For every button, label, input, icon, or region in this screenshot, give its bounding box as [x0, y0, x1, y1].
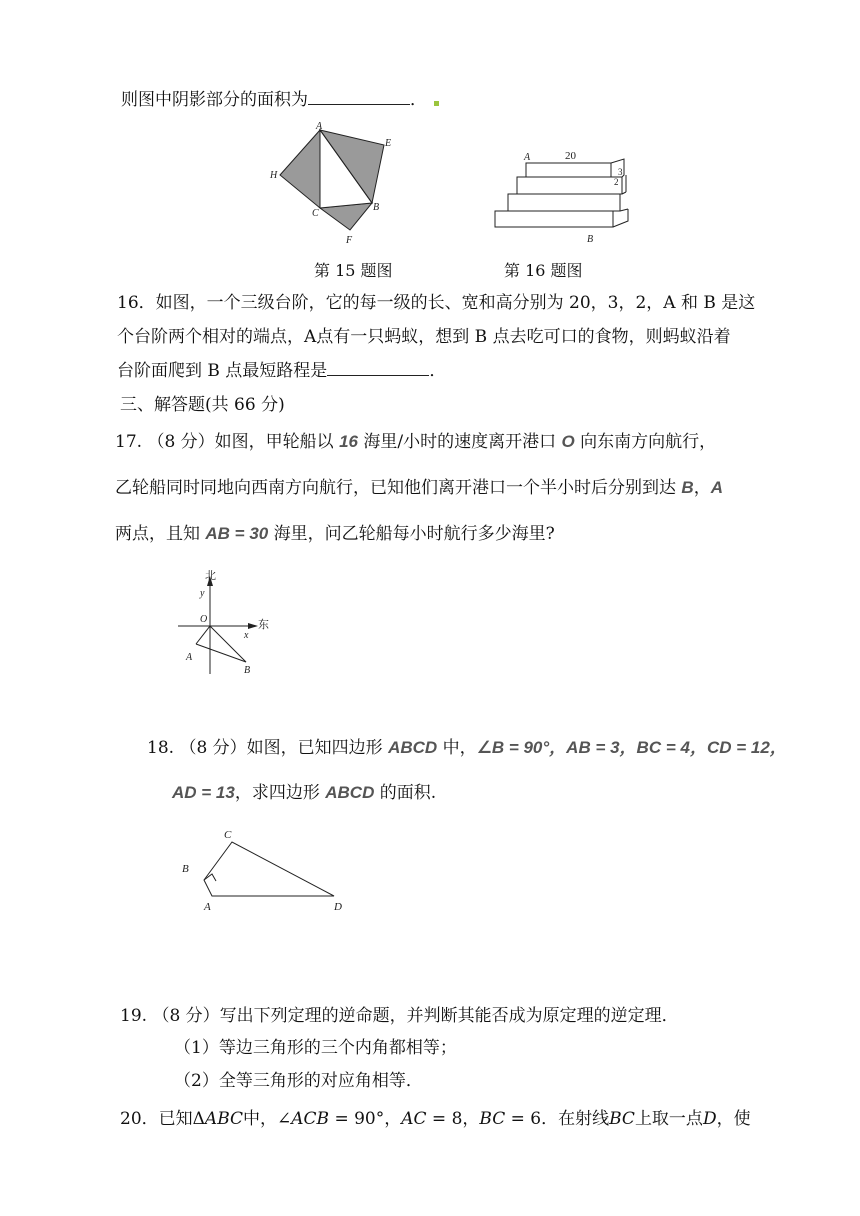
figure-18: [176, 826, 356, 916]
q16-end: ．: [429, 361, 447, 381]
q16-line-1: 16．如图，一个三级台阶，它的每一级的长、宽和高分别为 20，3，2，A 和 B 是这: [117, 293, 756, 313]
q20-t1: 20．已知Δ: [120, 1109, 205, 1129]
figure-17: [172, 562, 282, 682]
x-axis-arrow-icon: [248, 623, 258, 629]
q17-line-1: [115, 431, 716, 453]
f17-b: B: [244, 665, 251, 676]
q17-l1-text-c: 向东南方向航行，: [574, 432, 717, 452]
f16-label-20: 20: [565, 150, 576, 162]
q19-item-2: （2）全等三角形的对应角相等．: [174, 1071, 423, 1091]
q17-l3-text-b: 海里，问乙轮船每小时航行多少海里?: [268, 524, 555, 544]
q18-quad-2: ABCD: [325, 783, 375, 802]
f17-east: 东: [258, 619, 269, 631]
figure-16-caption: 第 16 题图: [504, 261, 583, 280]
q18-line-2: [172, 782, 436, 804]
q17-l3-text-a: 两点，且知: [115, 524, 206, 544]
q16-line-2: 个台阶两个相对的端点，A点有一只蚂蚁，想到 B 点去吃可口的食物，则蚂蚁沿着: [117, 327, 731, 347]
q17-line-2: [115, 477, 723, 499]
q20-t2: 中，∠: [243, 1109, 292, 1129]
q19-item-1: （1）等边三角形的三个内角都相等；: [174, 1038, 457, 1058]
q17-ab-value: AB = 30: [205, 524, 269, 543]
f18-c: C: [224, 829, 232, 841]
f15-label-B: B: [373, 202, 380, 213]
q18-l2-text-b: 的面积.: [374, 783, 437, 803]
q18-l1-text-a: 18. （8 分）如图，已知四边形: [147, 738, 389, 758]
f16-label-B: B: [587, 234, 594, 245]
margin-mark: [434, 101, 439, 106]
q18-ad-value: AD = 13: [172, 783, 235, 802]
q17-l2-text-b: ，: [693, 478, 711, 498]
q17-point-b: B: [681, 478, 694, 497]
q17-l1-text-b: 海里/小时的速度离开港口: [358, 432, 562, 452]
f15-label-E: E: [385, 138, 392, 149]
f17-o: O: [200, 614, 208, 625]
q18-givens: ∠B = 90°，AB = 3，BC = 4，CD = 12，: [476, 738, 787, 757]
q19-line-1: 19. （8 分）写出下列定理的逆命题，并判断其能否成为原定理的逆定理．: [120, 1006, 679, 1026]
q20-t6: 上取一点: [634, 1109, 703, 1129]
q20-line-1: [120, 1108, 751, 1130]
f18-d: D: [334, 901, 342, 913]
f15-label-H: H: [270, 170, 278, 181]
figure-15-caption: 第 15 题图: [314, 261, 393, 280]
q20-ray-bc: BC: [609, 1109, 635, 1129]
f16-label-A: A: [524, 152, 531, 163]
q15-tail-line: [121, 88, 427, 111]
q20-acb: ACB: [291, 1109, 330, 1129]
f15-label-F: F: [346, 235, 353, 246]
q15-answer-blank: [308, 88, 410, 105]
q17-l1-text-a: 17. （8 分）如图，甲轮船以: [115, 432, 340, 452]
q20-t4: = 8，: [426, 1109, 480, 1129]
f17-north: 北: [205, 570, 216, 582]
section-3-heading: 三、解答题(共 66 分): [120, 395, 285, 415]
f18-b: B: [182, 863, 189, 875]
f16-label-2: 2: [614, 177, 619, 187]
q20-bc: BC: [479, 1109, 506, 1129]
f15-label-A: A: [316, 121, 323, 132]
q17-l2-text-a: 乙轮船同时同地向西南方向航行，已知他们离开港口一个半小时后分别到达: [115, 478, 682, 498]
q16-answer-blank: [327, 359, 429, 376]
q18-l1-text-b: 中，: [437, 738, 477, 758]
q20-ac: AC: [401, 1109, 427, 1129]
q17-port-o: O: [561, 432, 575, 451]
q20-abc: ABC: [204, 1109, 244, 1129]
figure-15: [262, 118, 402, 250]
q18-line-1: [147, 737, 787, 759]
q17-point-a: A: [710, 478, 723, 497]
q18-l2-text-a: ，求四边形: [234, 783, 326, 803]
q20-t3: = 90°，: [329, 1109, 402, 1129]
q16-line-3-text: 台阶面爬到 B 点最短路程是: [117, 361, 328, 381]
q20-t7: ，使: [716, 1109, 751, 1129]
q16-line-3: [117, 359, 446, 382]
q15-end: ．: [410, 90, 427, 110]
f17-y: y: [200, 588, 205, 599]
f16-label-3: 3: [618, 167, 623, 177]
figure-16: [490, 145, 640, 247]
f17-x: x: [244, 630, 249, 641]
q17-speed: 16: [339, 432, 358, 451]
q18-quad: ABCD: [388, 738, 438, 757]
f18-a: A: [204, 901, 211, 913]
f17-a: A: [186, 652, 193, 663]
q17-line-3: [115, 523, 555, 545]
q20-t5: = 6．在射线: [505, 1109, 610, 1129]
f15-label-C: C: [312, 208, 319, 219]
q20-point-d: D: [702, 1109, 717, 1129]
q15-tail-text: 则图中阴影部分的面积为: [121, 90, 308, 110]
